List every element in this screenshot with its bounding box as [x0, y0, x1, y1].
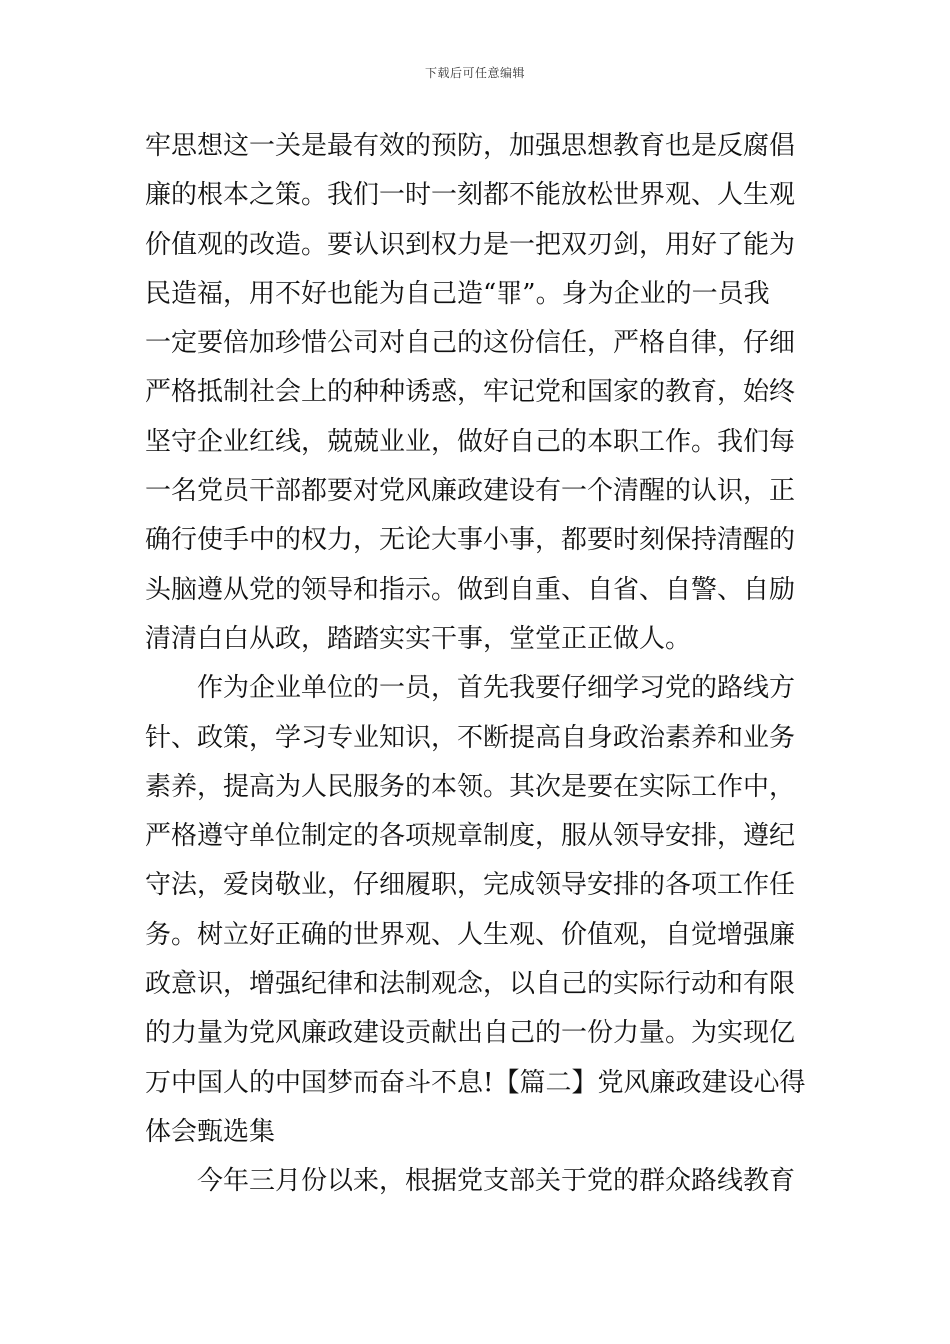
text-line: 政意识，增强纪律和法制观念，以自己的实际行动和有限 [145, 969, 796, 1000]
text-line: 万中国人的中国梦而奋斗不息!【篇二】党风廉政建设心得 [145, 1067, 806, 1098]
document-body [145, 122, 810, 1207]
text-line: 确行使手中的权力，无论大事小事，都要时刻保持清醒的 [145, 525, 796, 556]
text-line: 一定要倍加珍惜公司对自己的这份信任，严格自律，仔细 [145, 328, 796, 359]
text-line: 素养，提高为人民服务的本领。其次是要在实际工作中， [145, 771, 796, 802]
paragraph-first-line: 作为企业单位的一员，首先我要仔细学习党的路线方 [197, 673, 796, 704]
text-line: 的力量为党风廉政建设贡献出自己的一份力量。为实现亿 [145, 1018, 796, 1049]
text-line: 务。树立好正确的世界观、人生观、价值观，自觉增强廉 [145, 919, 796, 950]
text-line: 价值观的改造。要认识到权力是一把双刃剑，用好了能为 [145, 229, 796, 260]
text-line: 严格遵守单位制定的各项规章制度，服从领导安排，遵纪 [145, 821, 796, 852]
text-line: 头脑遵从党的领导和指示。做到自重、自省、自警、自励 [145, 574, 796, 605]
page-header: 下载后可任意编辑 [424, 66, 525, 80]
paragraph-first-line: 今年三月份以来，根据党支部关于党的群众路线教育 [197, 1166, 796, 1197]
text-line: 廉的根本之策。我们一时一刻都不能放松世界观、人生观 [145, 180, 796, 211]
text-line: 民造福，用不好也能为自己造“罪”。身为企业的一员我 [145, 278, 770, 309]
text-line: 守法，爱岗敬业，仔细履职，完成领导安排的各项工作任 [145, 870, 796, 901]
text-line: 体会甄选集 [145, 1116, 276, 1147]
text-line: 严格抵制社会上的种种诱惑，牢记党和国家的教育，始终 [145, 377, 796, 408]
text-line: 牢思想这一关是最有效的预防，加强思想教育也是反腐倡 [145, 131, 796, 161]
text-line: 清清白白从政，踏踏实实干事，堂堂正正做人。 [145, 623, 692, 654]
text-line: 针、政策，学习专业知识，不断提高自身政治素养和业务 [145, 722, 796, 753]
text-line: 坚守企业红线，兢兢业业，做好自己的本职工作。我们每 [145, 426, 796, 457]
text-line: 一名党员干部都要对党风廉政建设有一个清醒的认识，正 [145, 476, 796, 507]
